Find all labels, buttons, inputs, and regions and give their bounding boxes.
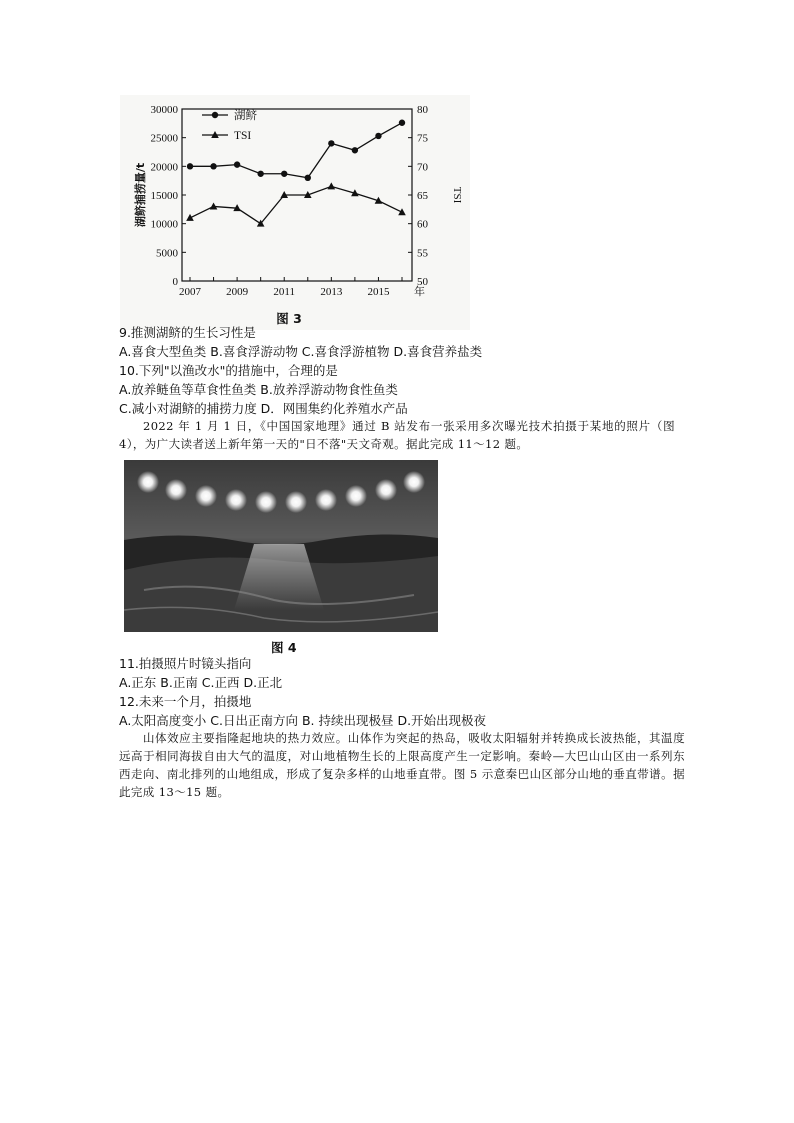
data-point-hulie: [281, 171, 287, 177]
left-tick-label: 20000: [150, 161, 178, 174]
right-tick-label: 60: [417, 218, 428, 231]
data-point-hulie: [328, 140, 334, 146]
legend-label-tsi: TSI: [234, 130, 252, 142]
left-tick-label: 5000: [156, 247, 178, 260]
left-tick-label: 0: [172, 276, 178, 288]
question-11-options: A.正东 B.正南 C.正西 D.正北: [119, 675, 283, 690]
data-point-tsi: [210, 202, 218, 209]
left-tick-label: 15000: [150, 190, 178, 202]
chart-svg: [120, 95, 470, 330]
data-point-hulie: [352, 147, 358, 153]
midnight-sun-photo: [124, 460, 438, 632]
y-axis-label-right: TSI: [451, 186, 463, 204]
data-point-hulie: [375, 133, 381, 139]
x-tick-label: 2009: [226, 286, 249, 298]
question-10-options-2: C.减小对湖鲚的捕捞力度 D．网围集约化养殖水产品: [119, 401, 408, 416]
legend-label-hulie: 湖鲚: [234, 108, 257, 122]
data-point-hulie: [187, 163, 193, 169]
question-9-stem: 9.推测湖鲚的生长习性是: [119, 325, 256, 340]
data-point-hulie: [257, 171, 263, 177]
intro-paragraph-11-12: 2022 年 1 月 1 日，《中国国家地理》通过 B 站发布一张采用多次曝光技术拍摄于某地的照片（图 4），为广大读者送上新年第一天的"日不落"天文奇观。据此完成 11～12 题。: [119, 419, 675, 451]
left-tick-label: 10000: [150, 218, 178, 231]
data-point-tsi: [186, 214, 194, 221]
question-12-options: A.太阳高度变小 C.日出正南方向 B. 持续出现极昼 D.开始出现极夜: [119, 713, 487, 728]
series-line-hulie: [190, 123, 402, 178]
right-tick-label: 50: [417, 276, 428, 288]
figure-4-caption: 图 4: [271, 640, 297, 655]
x-tick-label: 2007: [179, 286, 201, 298]
intro-paragraph-13-15: 山体效应主要指隆起地块的热力效应。山体作为突起的热岛，吸收太阳辐射并转换成长波热能，其温度远高于相同海拔自由大气的温度，对山地植物生长的上限高度产生一定影响。秦岭—大巴山山区由一系列东西走向、南北排列的山地组成，形成了复杂多样的山地垂直带。图 5 示意秦巴山区部分山地的垂直带谱。据此完成 13～15 题。: [119, 731, 685, 799]
left-tick-label: 30000: [150, 104, 178, 116]
question-11-stem: 11.拍摄照片时镜头指向: [119, 656, 252, 671]
data-point-tsi: [398, 208, 406, 215]
x-tick-label: 2015: [367, 286, 390, 298]
data-point-hulie: [210, 163, 216, 169]
question-9-options: A.喜食大型鱼类 B.喜食浮游动物 C.喜食浮游植物 D.喜食营养盐类: [119, 344, 483, 359]
x-tick-label: 2011: [273, 286, 296, 298]
data-point-hulie: [399, 120, 405, 126]
data-point-tsi: [328, 182, 336, 189]
right-tick-label: 55: [417, 247, 428, 260]
question-12-stem: 12.未来一个月，拍摄地: [119, 694, 252, 709]
left-tick-label: 25000: [150, 132, 178, 145]
data-point-hulie: [305, 175, 311, 181]
y-axis-label-left: 湖鲚捕捞量/t: [134, 162, 147, 228]
series-line-tsi: [190, 186, 402, 223]
question-10-stem: 10.下列"以渔改水"的措施中，合理的是: [119, 363, 338, 378]
figure-3-chart: [120, 95, 470, 330]
right-tick-label: 65: [417, 190, 428, 202]
question-10-options-1: A.放养鲢鱼等草食性鱼类 B.放养浮游动物食性鱼类: [119, 382, 398, 397]
x-tick-label: 2013: [320, 286, 343, 298]
data-point-hulie: [234, 161, 240, 167]
figure-4-photo: [124, 460, 438, 632]
right-tick-label: 80: [417, 104, 428, 116]
figure-3-caption: 图 3: [276, 311, 302, 326]
x-unit-label: 年: [414, 285, 425, 298]
right-tick-label: 70: [417, 161, 428, 174]
right-tick-label: 75: [417, 132, 428, 145]
legend-marker-hulie: [212, 112, 218, 118]
